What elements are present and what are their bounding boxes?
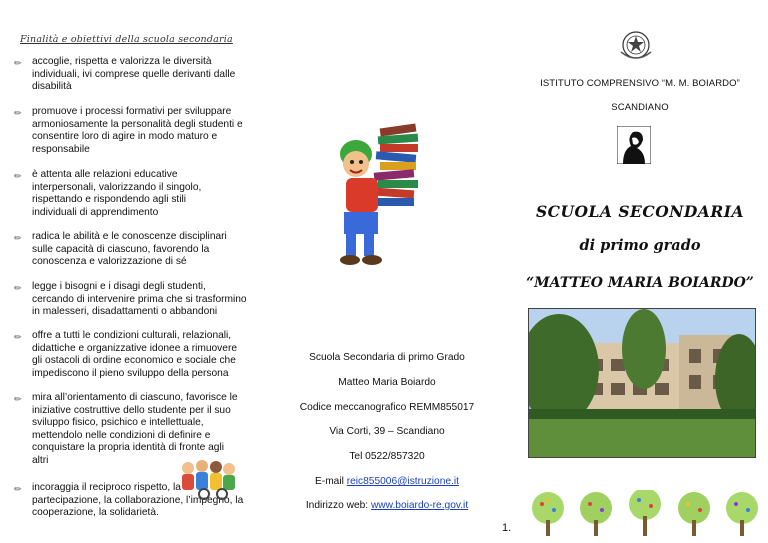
list-item (14, 281, 250, 319)
right-panel (502, 0, 768, 543)
pencil-bullet-icon: ✏ (14, 283, 22, 293)
list-item-text: radica le abilità e le conoscenze disciplinari sulle capacità di ciascuno, favorendo la conoscenza e valorizzazione di sé (32, 231, 227, 268)
pencil-bullet-icon: ✏ (14, 233, 22, 243)
website-link[interactable]: www.boiardo-re.gov.it (370, 500, 469, 511)
pencil-bullet-icon: ✏ (14, 171, 22, 181)
school-code: Codice meccanografico REMM855017 (299, 402, 475, 413)
title-grade: di primo grado (579, 237, 701, 254)
decorative-trees-image (520, 490, 768, 540)
title-school-name: “MATTEO MARIA BOIARDO” (526, 275, 754, 291)
email-line (262, 476, 512, 487)
page-number: 1. (502, 522, 512, 534)
list-item-text: è attenta alle relazioni educative interpersonali, valorizzando il singolo, rispettando e rispondendo agli stili individuali di apprendimento (32, 169, 202, 218)
list-item (14, 56, 250, 94)
school-name: Matteo Maria Boiardo (338, 377, 436, 388)
list-item (14, 392, 250, 468)
pencil-bullet-icon: ✏ (14, 108, 22, 118)
web-line (262, 500, 512, 511)
school-phone: Tel 0522/857320 (349, 451, 425, 462)
list-item-text: promuove i processi formativi per sviluppare armoniosamente la personalità degli studenti e consentire loro di agire in modo maturo e responsabile (32, 106, 243, 155)
title-school: SCUOLA SECONDARIA (535, 202, 744, 221)
list-item (14, 330, 250, 380)
web-label: Indirizzo web: (305, 500, 371, 511)
list-item (14, 106, 250, 156)
list-item-text: legge i bisogni e i disagi degli studenti, cercando di intervenire prima che si trasformino in malesseri, disadattamenti o abbandoni (32, 281, 247, 318)
pencil-bullet-icon: ✏ (14, 484, 22, 494)
left-panel (0, 0, 262, 543)
town-name: SCANDIANO (611, 102, 669, 113)
pencil-bullet-icon: ✏ (14, 332, 22, 342)
list-item (14, 169, 250, 219)
email-label: E-mail (315, 476, 347, 487)
school-address: Via Corti, 39 – Scandiano (329, 426, 445, 437)
list-item-text: mira all’orientamento di ciascuno, favorisce le iniziative costruttive dello studente per il suo sviluppo fisico, psichico e intellettuale, mettendolo nelle condizioni di definire e conquistare la propria identità di fronte agli altri (32, 392, 238, 466)
list-item-text: accoglie, rispetta e valorizza le diversità individuali, ivi comprese quelle derivanti dalle disabilità (32, 56, 236, 93)
section-heading: Finalità e obiettivi della scuola secondaria (20, 34, 233, 45)
pencil-bullet-icon: ✏ (14, 394, 22, 404)
boy-with-books-image (328, 120, 438, 270)
list-item-text: incoraggia il reciproco rispetto, la partecipazione, la collaborazione, l’impegno, la cooperazione, la solidarietà. (32, 482, 244, 519)
school-building-photo (528, 308, 756, 458)
pencil-bullet-icon: ✏ (14, 58, 22, 68)
italian-republic-emblem-icon (617, 28, 655, 62)
children-group-image (178, 458, 238, 500)
institute-name: ISTITUTO COMPRENSIVO “M. M. BOIARDO” (540, 78, 740, 89)
school-type: Scuola Secondaria di primo Grado (309, 352, 465, 363)
list-item-text: offre a tutti le condizioni culturali, relazionali, didattiche e organizzative idonee a rimuovere gli ostacoli di ordine economico e sociale che impediscono il pieno sviluppo della persona (32, 330, 238, 379)
boiardo-portrait-image (617, 126, 651, 164)
middle-panel (262, 0, 512, 543)
email-link[interactable]: reic855006@istruzione.it (346, 476, 459, 487)
list-item (14, 231, 250, 269)
